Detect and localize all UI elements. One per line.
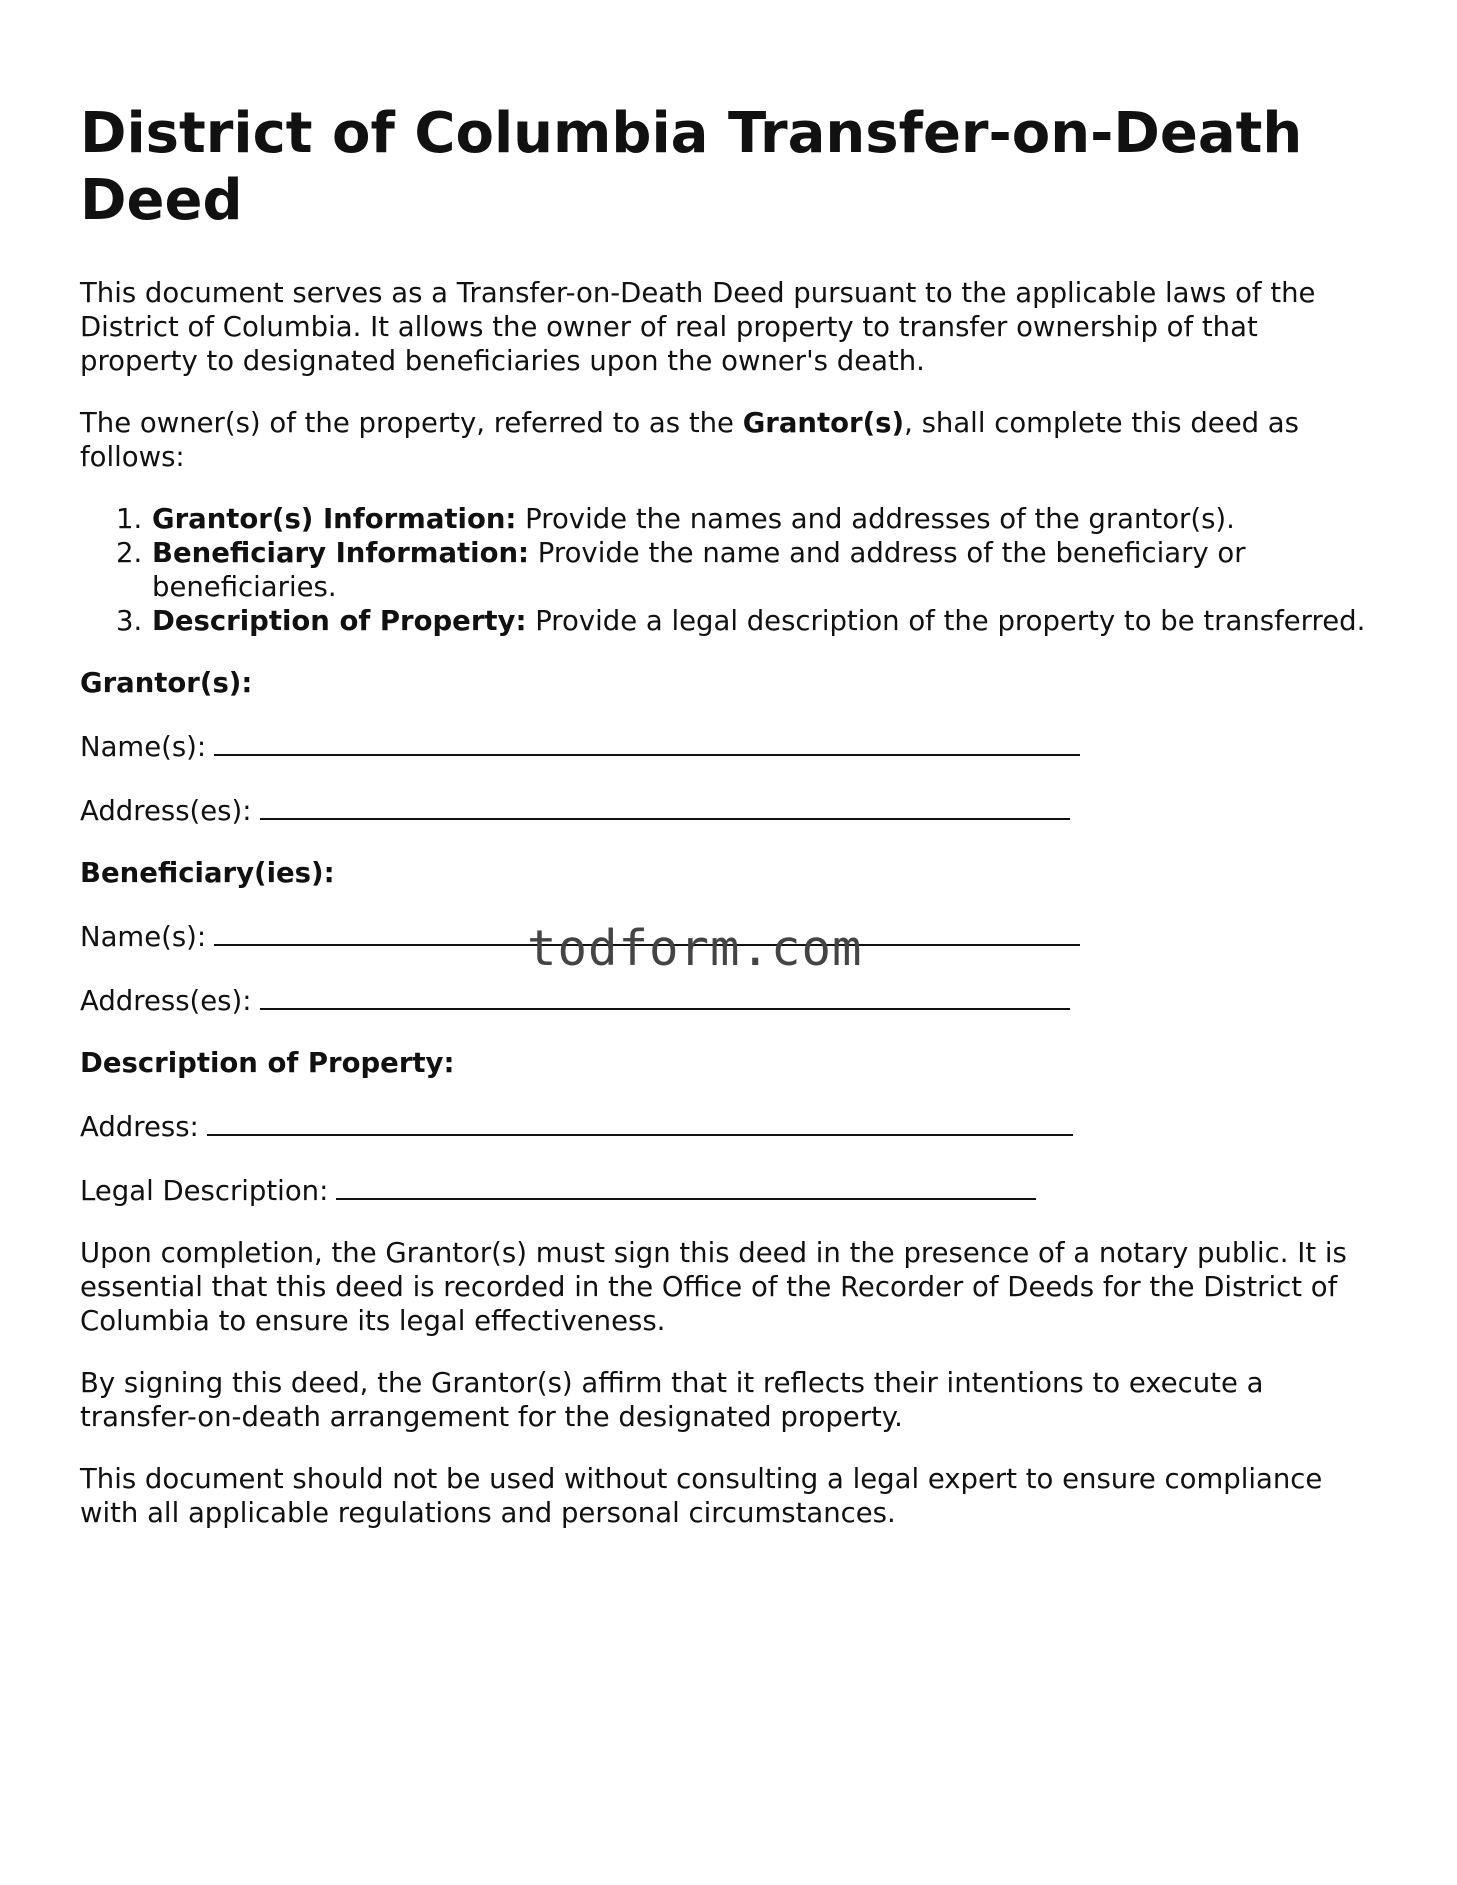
property-heading: Description of Property:	[80, 1047, 455, 1079]
beneficiary-name-label: Name(s):	[80, 921, 207, 953]
list-item-label: Grantor(s) Information:	[152, 503, 517, 535]
owners-text-bold: Grantor(s)	[742, 407, 905, 439]
grantor-name-blank[interactable]	[214, 728, 1080, 756]
grantor-name-field	[80, 728, 1380, 764]
legal-description-field	[80, 1172, 1380, 1208]
legal-description-blank[interactable]	[336, 1172, 1036, 1200]
beneficiary-address-blank[interactable]	[260, 982, 1070, 1010]
list-item	[151, 536, 1380, 604]
grantor-address-label: Address(es):	[80, 795, 252, 827]
owners-text-after: , shall complete this deed as follows:	[80, 407, 1299, 473]
list-item	[151, 502, 1380, 536]
intro-paragraph: This document serves as a Transfer-on-Death Deed pursuant to the applicable laws of the District of Columbia. It allows the owner of real property to transfer ownership of that property to designated beneficiaries upon the owner's death.	[80, 277, 1316, 377]
grantor-address-field	[80, 792, 1380, 828]
list-item-text: Provide a legal description of the property to be transferred.	[526, 605, 1366, 637]
grantor-heading: Grantor(s):	[80, 667, 253, 699]
closing-paragraph-affirmation: By signing this deed, the Grantor(s) affirm that it reflects their intentions to execute a transfer-on-death arrangement for the designated property.	[80, 1367, 1264, 1433]
list-item-text: Provide the names and addresses of the grantor(s).	[516, 503, 1235, 535]
property-address-blank[interactable]	[207, 1108, 1073, 1136]
list-item	[151, 604, 1380, 638]
document-title: District of Columbia Transfer-on-Death Deed	[80, 101, 1303, 233]
list-item-label: Description of Property:	[152, 605, 527, 637]
closing-paragraph-disclaimer: This document should not be used without consulting a legal expert to ensure compliance with all applicable regulations and personal circumstances.	[80, 1463, 1323, 1529]
watermark: todform.com	[527, 920, 863, 977]
owners-text-before: The owner(s) of the property, referred to as the	[80, 407, 743, 439]
document-page	[80, 100, 1380, 1558]
owners-paragraph	[80, 406, 1380, 474]
legal-description-label: Legal Description:	[80, 1175, 329, 1207]
instructions-list	[80, 502, 1380, 638]
property-address-label: Address:	[80, 1111, 199, 1143]
beneficiary-address-field	[80, 982, 1380, 1018]
property-address-field	[80, 1108, 1380, 1144]
list-item-text: Provide the name and address of the beneficiary or beneficiaries.	[152, 537, 1246, 603]
closing-paragraph-recording: Upon completion, the Grantor(s) must sign this deed in the presence of a notary public. It is essential that this deed is recorded in the Office of the Recorder of Deeds for the District of Columbia to ensure its legal effectiveness.	[80, 1237, 1347, 1337]
grantor-name-label: Name(s):	[80, 731, 207, 763]
grantor-address-blank[interactable]	[260, 792, 1070, 820]
list-item-label: Beneficiary Information:	[152, 537, 530, 569]
beneficiary-heading: Beneficiary(ies):	[80, 857, 335, 889]
beneficiary-address-label: Address(es):	[80, 985, 252, 1017]
